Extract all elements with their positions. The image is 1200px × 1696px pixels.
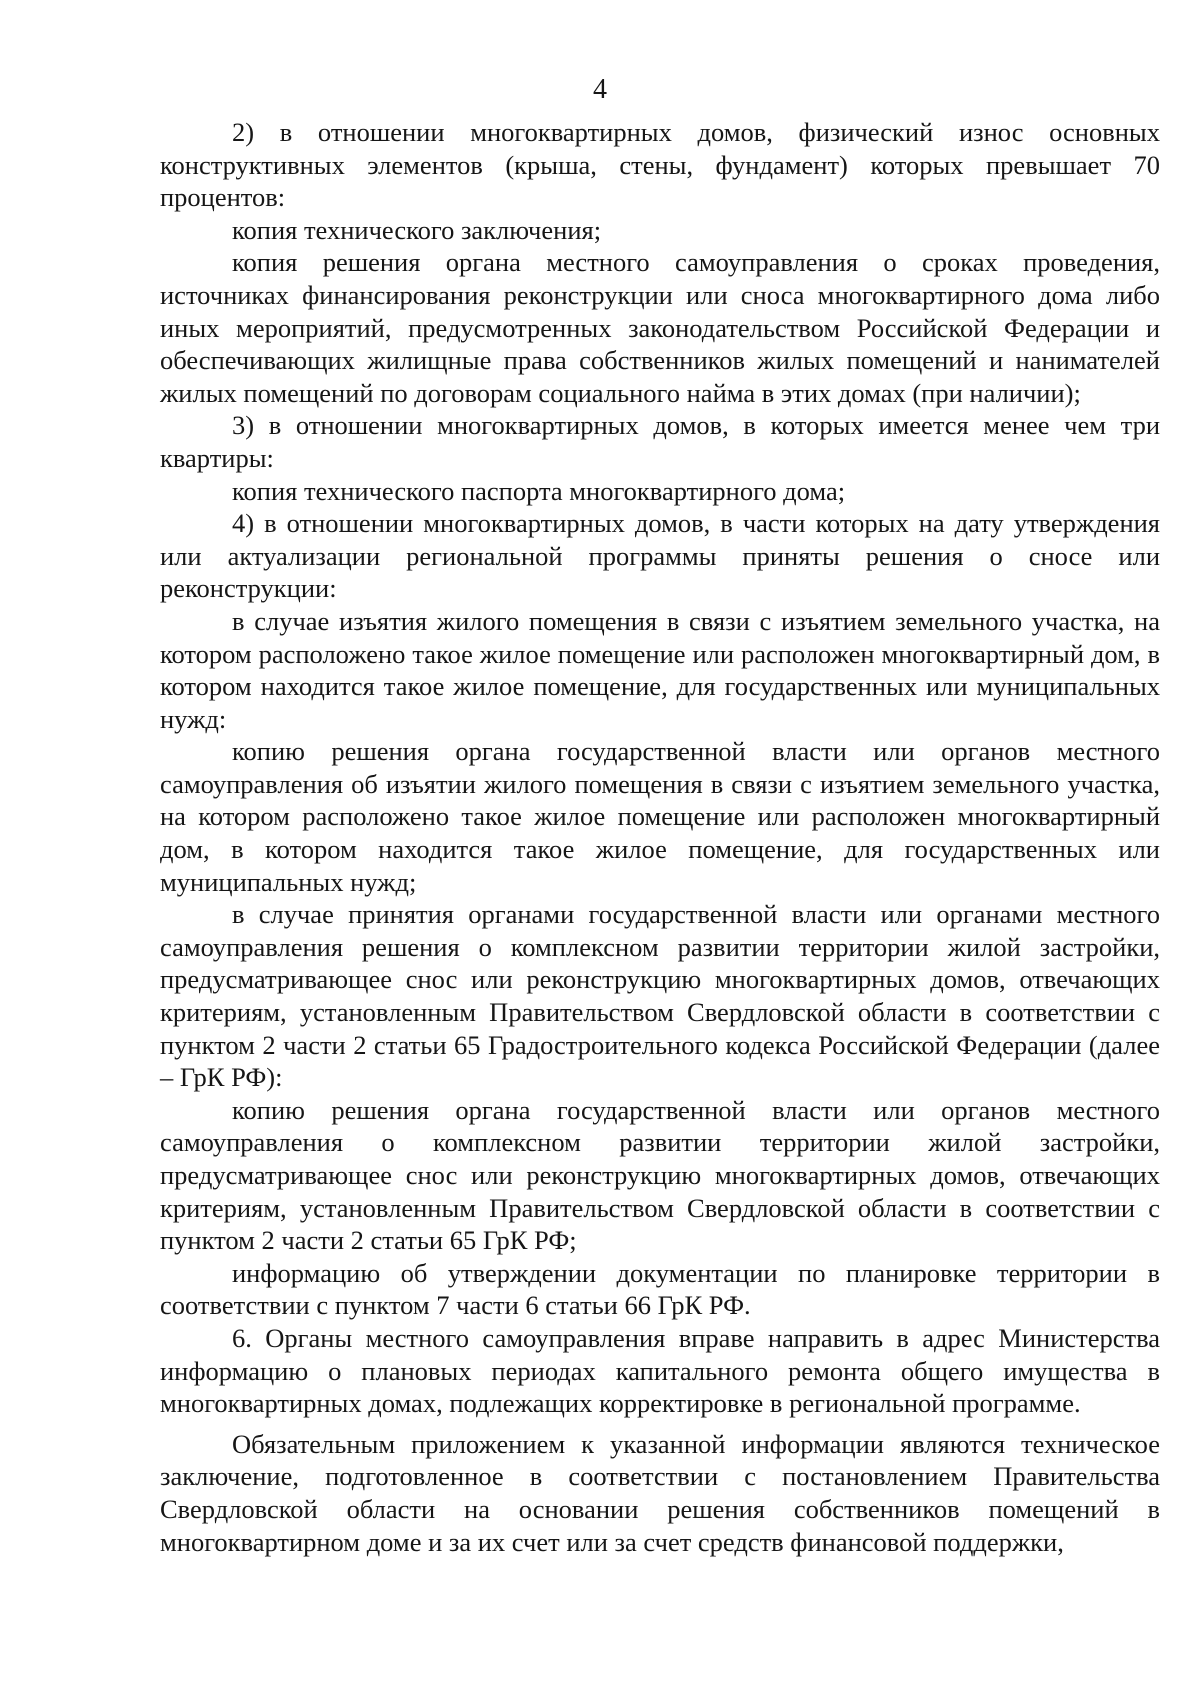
paragraph-item-4-demolition: 4) в отношении многоквартирных домов, в части которых на дату утверждения или актуализации региональной программы приняты решения о сносе или реконструкции: [160, 508, 1160, 604]
paragraph-item-3-few-apartments: 3) в отношении многоквартирных домов, в которых имеется менее чем три квартиры: [160, 410, 1160, 473]
paragraph-technical-conclusion-copy: копия технического заключения; [232, 214, 602, 245]
paragraph-mandatory-attachment: Обязательным приложением к указанной информации являются техническое заключение, подготовленное в соответствии с постановлением Правительства Свердловской области на основании решения собственников помещений в многоквартирном доме и за их счет или за счет средств финансовой поддержки, [160, 1428, 1160, 1557]
paragraph-land-seizure-case: в случае изъятия жилого помещения в связи с изъятием земельного участка, на котором расположено такое жилое помещение или расположен многоквартирный дом, в котором находится такое жилое помещение, для государственных или муниципальных нужд: [160, 605, 1160, 734]
page-number: 4 [593, 74, 607, 105]
paragraph-seizure-decision-copy: копию решения органа государственной власти или органов местного самоуправления об изъятии жилого помещения в связи с изъятием земельного участка, на котором расположено такое жилое помещение или расположен многоквартирный дом, в котором находится такое жилое помещение, для государственных или муниципальных нужд; [160, 736, 1160, 897]
paragraph-technical-passport-copy: копия технического паспорта многоквартирного дома; [232, 475, 846, 506]
paragraph-item-2-wear: 2) в отношении многоквартирных домов, физический износ основных конструктивных элементов (крыша, стены, фундамент) которых превышает 70 процентов: [160, 117, 1160, 213]
paragraph-local-decision-copy: копия решения органа местного самоуправления о сроках проведения, источниках финансирования реконструкции или сноса многоквартирного дома либо иных мероприятий, предусмотренных законодательством Российской Федерации и обеспечивающих жилищные права собственников жилых помещений и нанимателей жилых помещений по договорам социального найма в этих домах (при наличии); [160, 247, 1160, 408]
paragraph-complex-development-case: в случае принятия органами государственной власти или органами местного самоуправления решения о комплексном развитии территории жилой застройки, предусматривающее снос или реконструкцию многоквартирных домов, отвечающих критериям, установленным Правительством Свердловской области в соответствии с пунктом 2 части 2 статьи 65 Градостроительного кодекса Российской Федерации (далее – ГрК РФ): [160, 899, 1160, 1093]
document-body [160, 116, 1160, 1558]
paragraph-planning-documentation: информацию об утверждении документации по планировке территории в соответствии с пунктом 7 части 6 статьи 66 ГрК РФ. [160, 1257, 1160, 1321]
paragraph-complex-development-copy: копию решения органа государственной власти или органов местного самоуправления о комплексном развитии территории жилой застройки, предусматривающее снос или реконструкцию многоквартирных домов, отвечающих критериям, установленным Правительством Свердловской области в соответствии с пунктом 2 части 2 статьи 65 ГрК РФ; [160, 1094, 1160, 1256]
paragraph-item-6-local-authorities: 6. Органы местного самоуправления вправе направить в адрес Министерства информацию о плановых периодах капитального ремонта общего имущества в многоквартирных домах, подлежащих корректировке в региональной программе. [160, 1322, 1160, 1419]
